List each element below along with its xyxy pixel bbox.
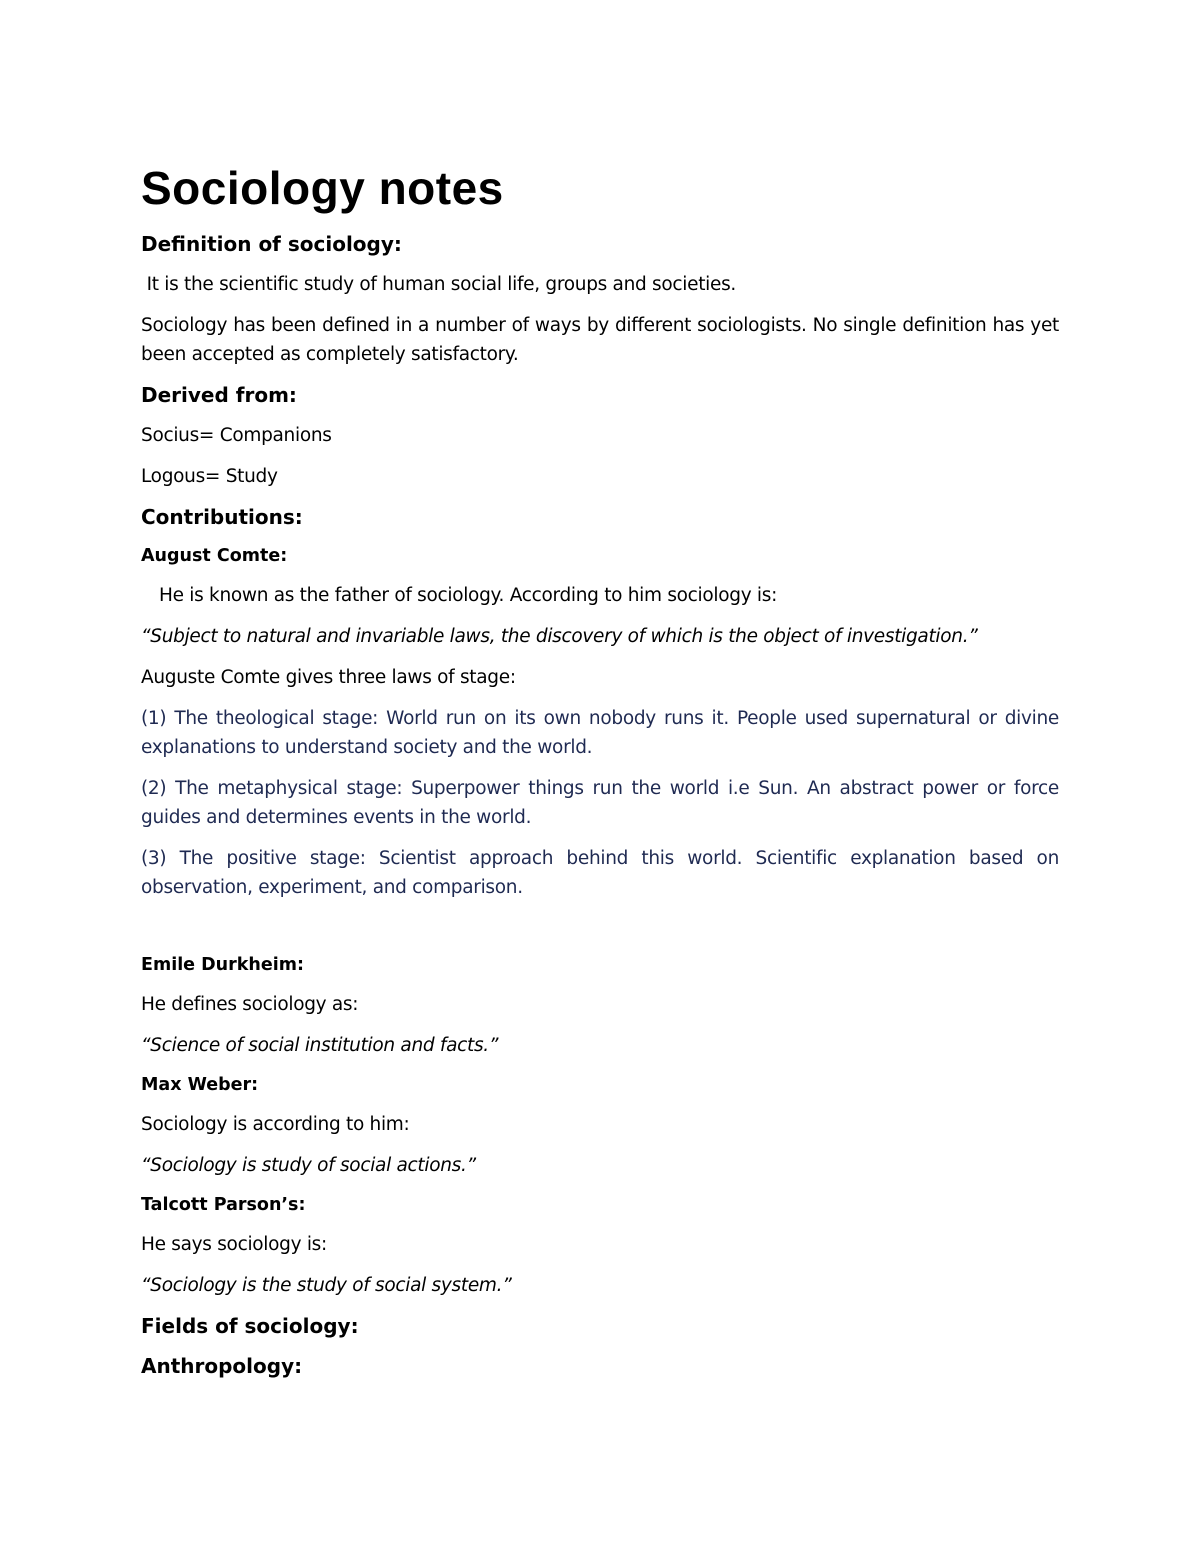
weber-heading: Max Weber: [141, 1075, 259, 1095]
definition-text: It is the scientific study of human social life, groups and societies. [141, 274, 736, 295]
derived-item-socius: Socius= Companions [141, 425, 332, 446]
weber-intro: Sociology is according to him: [141, 1114, 410, 1135]
anthropology-heading: Anthropology: [141, 1354, 303, 1378]
parsons-intro: He says sociology is: [141, 1234, 327, 1255]
comte-laws-intro: Auguste Comte gives three laws of stage: [141, 667, 516, 688]
section-spacer [141, 914, 1059, 952]
comte-stage-metaphysical: (2) The metaphysical stage: Superpower things run the world i.e Sun. An abstract power or force guides and determines events in the world. [141, 778, 1059, 828]
weber-quote: “Sociology is study of social actions.” [141, 1155, 476, 1176]
document-page [141, 160, 1059, 1392]
comte-intro: He is known as the father of sociology. According to him sociology is: [159, 585, 778, 606]
document-title: Sociology notes [141, 162, 504, 214]
comte-quote: “Subject to natural and invariable laws, the discovery of which is the object of investigation.” [141, 626, 978, 647]
comte-stage-positive: (3) The positive stage: Scientist approach behind this world. Scientific explanation based on observation, experiment, and comparison. [141, 848, 1059, 898]
comte-heading: August Comte: [141, 546, 288, 566]
definition-heading: Definition of sociology: [141, 232, 402, 256]
parsons-quote: “Sociology is the study of social system.” [141, 1275, 512, 1296]
durkheim-heading: Emile Durkheim: [141, 955, 304, 975]
fields-heading: Fields of sociology: [141, 1314, 359, 1338]
durkheim-intro: He defines sociology as: [141, 994, 359, 1015]
durkheim-quote: “Science of social institution and facts.” [141, 1035, 499, 1056]
derived-heading: Derived from: [141, 383, 297, 407]
contributions-heading: Contributions: [141, 505, 303, 529]
derived-item-logous: Logous= Study [141, 466, 278, 487]
comte-stage-theological: (1) The theological stage: World run on its own nobody runs it. People used supernatural or divine explanations to understand society and the world. [141, 708, 1059, 758]
parsons-heading: Talcott Parson’s: [141, 1195, 306, 1215]
definition-note: Sociology has been defined in a number of ways by different sociologists. No single definition has yet been accepted as completely satisfactory. [141, 315, 1059, 365]
